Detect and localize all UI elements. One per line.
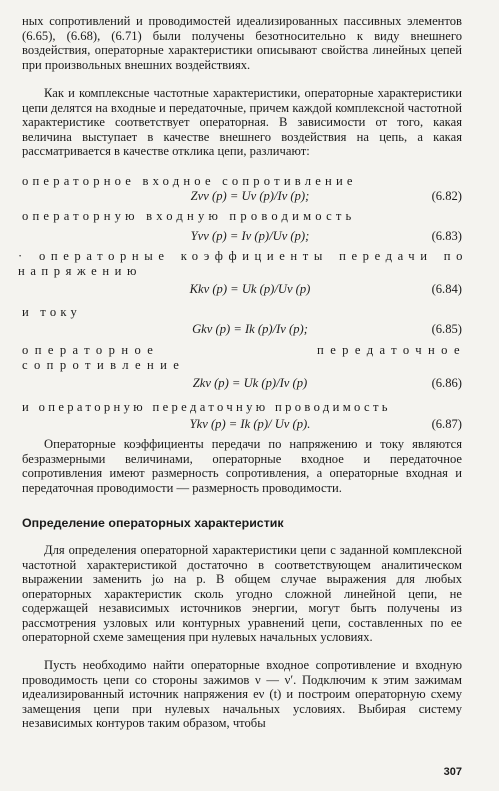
equation-6-87 (0, 417, 499, 433)
equation-formula: Zkν (p) = Uk (p)/Iν (p) (192, 376, 308, 390)
paragraph-continuation: ных сопротивлений и проводимостей идеализированных пассивных элементов (6.65), (6.68), (6.71) были получены безотносительно к виду внешнего воздействия, операторные характеристики описывают свойства линейных цепей при произвольных внешних воздействиях. (22, 14, 462, 72)
equation-formula: Yνν (p) = Iν (p)/Uν (p); (190, 229, 310, 243)
item-label-current-transfer: и току (22, 305, 81, 319)
equation-number: (6.83) (431, 229, 462, 243)
equation-6-82 (0, 189, 499, 205)
paragraph-definition-1: Для определения операторной характеристики цепи с заданной комплексной частотной характеристикой достаточно в соответствующем аналитическом выражении заменить jω на p. В общем случае выражения для любых операторных характеристик сколь угодно сложной линейной цепи, не содержащей независимых источников энергии, могут быть получены из рассмотрения узловых или контурных уравнений цепи, составленных по ее операторной схеме замещения при нулевых начальных условиях. (22, 543, 462, 644)
equation-6-83 (0, 229, 499, 245)
equation-6-86 (0, 376, 499, 392)
item-label-input-impedance: операторное входное сопротивление (22, 174, 357, 188)
paragraph-coefficients: Операторные коэффициенты передачи по напряжению и току являются безразмерными величинами, операторные входное и передаточное сопротивления имеют размерность сопротивления, а операторные входная и передаточная проводимости — размерность проводимости. (22, 437, 462, 495)
equation-number: (6.84) (431, 282, 462, 296)
equation-number: (6.82) (431, 189, 462, 203)
equation-number: (6.86) (431, 376, 462, 390)
item-label-voltage-transfer: · операторные коэффициенты передачи по напряжению (18, 249, 468, 278)
item-label-transfer-admittance: и операторную передаточную проводимость (22, 400, 391, 414)
page-number: 307 (443, 766, 462, 778)
equation-formula: Ykν (p) = Ik (p)/ Uν (p). (189, 417, 311, 431)
equation-6-85 (0, 322, 499, 338)
equation-6-84 (0, 282, 499, 298)
equation-number: (6.87) (431, 417, 462, 431)
section-heading: Определение операторных характеристик (22, 516, 284, 530)
item-label-transfer-impedance: операторное передаточное сопротивление (22, 343, 466, 372)
equation-formula: Zνν (p) = Uν (p)/Iν (p); (190, 189, 310, 203)
item-label-input-admittance: операторную входную проводимость (22, 209, 356, 223)
equation-number: (6.85) (431, 322, 462, 336)
paragraph-intro: Как и комплексные частотные характеристики, операторные характеристики цепи делятся на входные и передаточные, причем каждой комплексной частотной характеристике соответствует операторная. В зависимости от того, какая величина выступает в качестве внешнего воздействия на цепь, а какая рассматривается в качестве отклика цепи, различают: (22, 86, 462, 158)
equation-formula: Kkν (p) = Uk (p)/Uν (p) (189, 282, 311, 296)
paragraph-definition-2: Пусть необходимо найти операторные входное сопротивление и входную проводимость цепи со стороны зажимов ν — ν′. Подключим к этим зажимам идеализированный источник напряжения eν (t) и построим операторную схему замещения цепи при нулевых начальных условиях. Выбирая систему независимых контуров таким образом, чтобы (22, 658, 462, 730)
equation-formula: Gkν (p) = Ik (p)/Iν (p); (192, 322, 308, 336)
